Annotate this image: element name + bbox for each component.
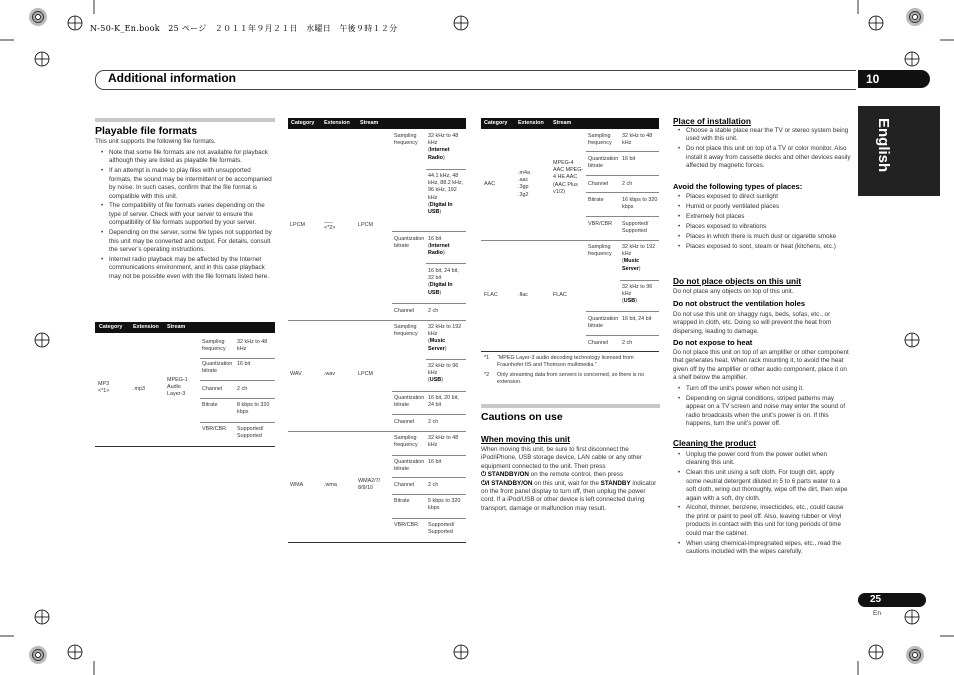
aac-label: Sampling frequency [588,133,612,147]
flac-ch: 2 ch [622,340,633,346]
mp3-stream: MPEG-1 Audio Layer-3 [167,377,188,398]
list-item: • Depending on signal conditions, striped patterns may appear on a TV screen and noise may enter the sound of radio broadcasts when the unit’s power is on. If this happens, turn the unit’s power off. [675,395,851,429]
lpcm-sf-1: 32 kHz to 48 kHz (Internet Radio) [428,133,459,161]
footnote: *2 Only streaming data from servers is concerned, so there is no extension. [484,372,645,386]
lpcm-ch: 2 ch [428,308,439,314]
flac-sf-2: 32 kHz to 96 kHz (USB) [622,284,653,305]
header-extension: Extension [518,120,544,126]
ventilation-text: Do not use this unit on shaggy rugs, beds, sofas, etc., or wrapped in cloth, etc. Doing so will prevent the heat from dispersing, leading to damage. [673,311,832,335]
mp3-label: Bitrate [202,402,218,408]
heat-text: Do not place this unit on top of an amplifier or other component that generates heat. When rack mounting it, to avoid the heat given off by the amplifier or other audio component, place it on a shelf below the amplifier. [673,349,849,382]
col3-table-header [481,118,659,129]
flac-extension: .flac [518,292,528,298]
wma-extension: .wma [324,482,337,488]
lpcm-sf-label: Sampling frequency [394,133,418,147]
flac-qb-label: Quantization bitrate [588,316,619,330]
installation-bullets [675,127,851,172]
flac-stream: FLAC [553,292,567,298]
list-item: • Turn off the unit’s power when not using it. [675,385,851,393]
mp3-label: VBR/CBR [202,426,226,432]
wma-label: Bitrate [394,498,410,504]
wav-qb-label: Quantization bitrate [394,395,425,409]
playable-intro: This unit supports the following file formats. [95,138,216,145]
header-category: Category [99,324,123,330]
mp3-value: Supported/ Supported [237,426,264,440]
lpcm-sf-2: 44.1 kHz, 48 kHz, 88.2 kHz, 96 kHz, 192 kHz (Digital In USB) [428,173,464,216]
wma-value: 2 ch [428,482,439,488]
mp3-category: MP3 <*1> [98,381,110,395]
header-stream: Stream [360,120,379,126]
list-item: • Do not place this unit on top of a TV or color monitor. Also install it away from cassette decks and other devices easily affected by magnetic forces. [675,145,851,170]
objects-text: Do not place any objects on top of this unit. [673,288,794,295]
aac-extension: .m4a .aac .3gp .3g2 [518,170,530,198]
heat-title: Do not expose to heat [673,338,753,347]
list-item: • Depending on the server, some file types not supported by this unit may be converted and output. For details, consult the server’s operating instructions. [98,229,274,254]
cleaning-title: Cleaning the product [673,438,756,448]
aac-value: 32 kHz to 48 kHz [622,133,653,147]
mp3-label: Sampling frequency [202,339,226,353]
cautions-title: Cautions on use [481,411,563,423]
wma-label: Quantization bitrate [394,459,425,473]
list-item: • Note that some file formats are not available for playback although they are listed as playable file formats. [98,149,274,166]
mp3-value: 16 bit [237,361,251,367]
lpcm-extension: ___ <*2> [324,218,336,232]
aac-label: VBR/CBR [588,221,612,227]
wav-ch-label: Channel [394,419,415,425]
avoid-title: Avoid the following types of places: [673,182,803,191]
footnote: *1 “MPEG Layer-3 audio decoding technology licensed from Fraunhofer IIS and Thomson multimedia.” [484,355,634,369]
col2-table-header [288,118,466,129]
lpcm-qb-label: Quantization bitrate [394,236,425,250]
heat-bullets [675,385,851,430]
aac-label: Channel [588,181,609,187]
mp3-value: 32 kHz to 48 kHz [237,339,268,353]
mp3-label: Channel [202,386,223,392]
aac-label: Bitrate [588,197,604,203]
wma-value: 5 kbps to 320 kbps [428,498,461,512]
wma-stream: WMA2/7/ 8/9/10 [358,478,381,492]
moving-title: When moving this unit [481,434,570,444]
playable-title: Playable file formats [95,125,198,137]
moving-text: When moving this unit, be sure to first disconnect the iPod/iPhone, USB storage device, LAN cable or any other equipment connected to the unit. Then press ⏻ STANDBY/ON on the remote control, then press ⏻/I STANDBY/ON on this unit, wait for the STANDBY indicator on the front panel display to turn off, then unplug the power cord. If a iPod/USB or other device is left connected during transport, damage or malfunction may result. [481,446,657,512]
mp3-label: Quantization bitrate [202,361,233,375]
aac-label: Quantization bitrate [588,156,619,170]
header-extension: Extension [133,324,159,330]
aac-value: Supported/ Supported [622,221,649,235]
wma-label: VBR/CBR [394,522,418,528]
flac-sf-label: Sampling frequency [588,244,612,258]
flac-ch-label: Channel [588,340,609,346]
language-tab-label: English [875,118,892,173]
wma-value: 16 bit [428,459,442,465]
flac-sf-1: 32 kHz to 192 kHz (Music Server) [622,244,656,272]
aac-value: 2 ch [622,181,633,187]
lpcm-ch-label: Channel [394,308,415,314]
wav-sf-label: Sampling frequency [394,324,418,338]
chapter-number: 10 [858,70,930,88]
header-extension: Extension [324,120,350,126]
list-item: • Extremely hot places [675,213,851,221]
header-stream: Stream [553,120,572,126]
wav-sf-1: 32 kHz to 192 kHz (Music Server) [428,324,462,352]
lpcm-qb-1: 16 bit (Internet Radio) [428,236,450,257]
page-language: En [873,610,881,617]
playable-bullets [98,149,274,283]
lpcm-stream: LPCM [358,222,373,228]
wav-extension: .wav [324,371,336,377]
header-stream: Stream [167,324,186,330]
list-item: • Choose a stable place near the TV or stereo system being used with this unit. [675,127,851,144]
list-item: • Places exposed to direct sunlight [675,193,851,201]
lpcm-category: LPCM [290,222,305,228]
wav-stream: LPCM [358,371,373,377]
list-item: • When using chemical-impregnated wipes, etc., read the cautions included with the wipes carefully. [675,540,851,557]
section-title: Additional information [108,71,236,85]
list-item: • Clean this unit using a soft cloth. For tough dirt, apply some neutral detergent diluted in 5 to 6 parts water to a soft cloth, wring out thoroughly, wipe off the dirt, then wipe again with a soft, dry cloth. [675,469,851,503]
wav-qb: 16 bit, 20 bit, 24 bit [428,395,459,409]
aac-value: 16 kbps to 320 kbps [622,197,658,211]
installation-title: Place of installation [673,116,751,126]
flac-qb: 16 bit, 24 bit [622,316,652,322]
ventilation-title: Do not obstruct the ventilation holes [673,299,806,308]
list-item: • If an attempt is made to play files with unsupported formats, the sound may be intermittent or be accompanied by noise. In such cases, confirm that the file format is compatible with this unit. [98,167,274,201]
mp3-value: 8 kbps to 320 kbps [237,402,270,416]
aac-stream: MPEG-4 AAC MPEG-4 HE AAC (AAC Plus v1/2) [553,160,584,195]
section-divider [481,404,660,408]
objects-title: Do not place objects on this unit [673,276,802,286]
list-item: • Places exposed to vibrations [675,223,851,231]
list-item: • Places exposed to soot, steam or heat (kitchens, etc.) [675,243,851,251]
list-item: • Internet radio playback may be affected by the Internet communications environment, and in this case playback may not be possible even with the file formats listed here. [98,256,274,281]
wma-label: Channel [394,482,415,488]
header-category: Category [484,120,508,126]
aac-category: AAC [484,181,496,187]
lpcm-qb-2: 16 bit, 24 bit, 32 bit (Digital In USB) [428,268,459,296]
page-number: 25 [858,593,926,607]
list-item: • Places in which there is much dust or cigarette smoke [675,233,851,241]
wav-sf-2: 32 kHz to 96 kHz (USB) [428,363,459,384]
flac-category: FLAC [484,292,498,298]
section-divider [95,118,275,122]
wma-value: Supported/ Supported [428,522,455,536]
mp3-table-header [95,322,275,333]
mp3-value: 2 ch [237,386,248,392]
list-item: • Unplug the power cord from the power outlet when cleaning this unit. [675,451,851,468]
wma-label: Sampling frequency [394,435,418,449]
wav-ch: 2 ch [428,419,439,425]
wma-category: WMA [290,482,304,488]
header-category: Category [291,120,315,126]
wav-category: WAV [290,371,302,377]
list-item: • Humid or poorly ventilated places [675,203,851,211]
mp3-extension: .mp3 [133,386,145,392]
avoid-bullets [675,193,851,252]
list-item: • Alcohol, thinner, benzene, insecticides, etc., could cause the print or paint to peel off. Also, leaving rubber or vinyl products in contact with this unit for long periods of time could mar the cabinet. [675,504,851,538]
wma-value: 32 kHz to 48 kHz [428,435,459,449]
print-header: N-50-K_En.book 25 ページ ２０１１年９月２１日 水曜日 午後９時１２分 [90,24,398,33]
list-item: • The compatibility of file formats varies depending on the type of server. Check with your server to ensure the compatibility of file formats supported by your server. [98,202,274,227]
aac-value: 16 bit [622,156,636,162]
cleaning-bullets [675,451,851,558]
